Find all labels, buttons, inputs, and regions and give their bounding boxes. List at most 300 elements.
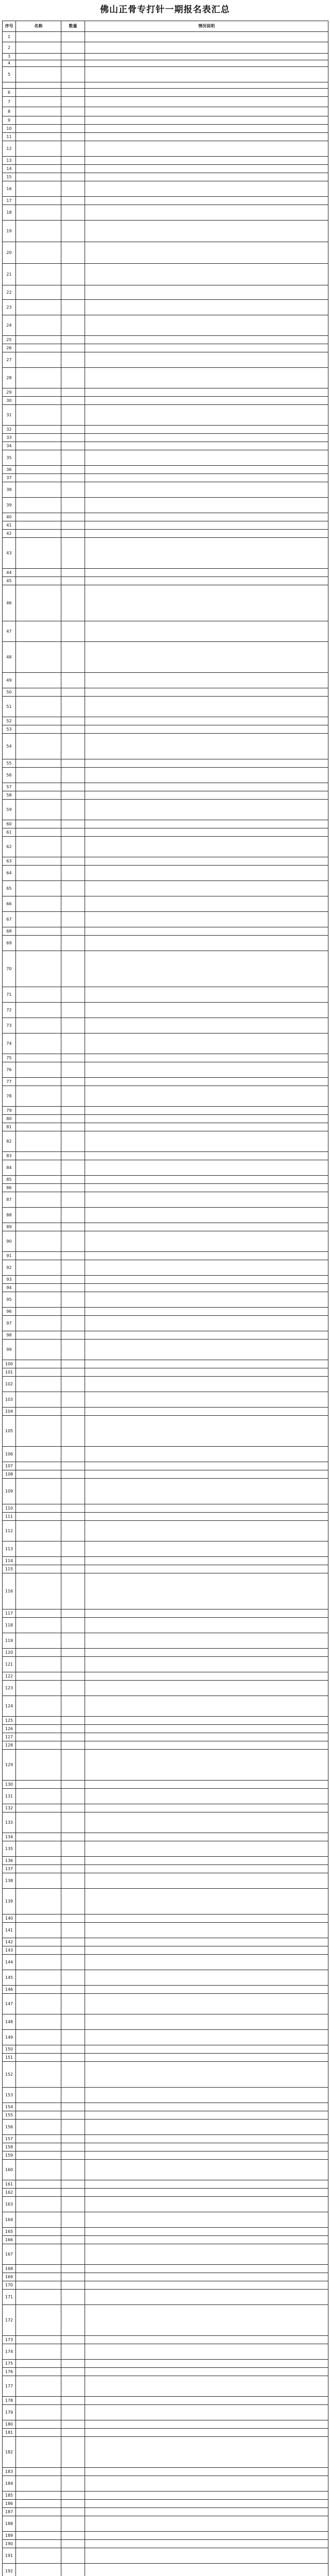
row-description (85, 1789, 328, 1804)
table-row (3, 1565, 328, 1573)
row-description (85, 1184, 328, 1192)
row-name (16, 1078, 61, 1086)
row-index: 168 (3, 2265, 16, 2273)
row-name (16, 1184, 61, 1192)
row-description (85, 1284, 328, 1292)
table-row (3, 1018, 328, 1033)
row-count (61, 1054, 85, 1062)
row-description (85, 1416, 328, 1447)
table-row (3, 783, 328, 791)
row-description (85, 2180, 328, 2189)
row-description (85, 1725, 328, 1733)
row-count (61, 1649, 85, 1657)
row-name (16, 434, 61, 442)
table-row (3, 1781, 328, 1789)
row-count (61, 577, 85, 585)
row-index: 37 (3, 474, 16, 482)
row-name (16, 368, 61, 388)
row-count (61, 2564, 85, 2576)
row-index: 122 (3, 1672, 16, 1681)
row-count (61, 2244, 85, 2265)
row-name (16, 569, 61, 577)
row-name (16, 1447, 61, 1462)
row-index: 167 (3, 2244, 16, 2265)
row-count (61, 927, 85, 936)
row-name (16, 1504, 61, 1513)
row-index: 49 (3, 673, 16, 688)
table-row (3, 133, 328, 141)
row-name (16, 107, 61, 116)
row-count (61, 2135, 85, 2143)
row-name (16, 2492, 61, 2500)
row-index: 16 (3, 181, 16, 197)
row-index: 186 (3, 2500, 16, 2508)
row-name (16, 927, 61, 936)
row-name (16, 264, 61, 285)
table-row (3, 1938, 328, 1946)
table-row (3, 1284, 328, 1292)
row-count (61, 1541, 85, 1557)
row-description (85, 242, 328, 264)
row-index: 1 (3, 32, 16, 42)
table-row (3, 1260, 328, 1276)
row-description (85, 2468, 328, 2476)
row-name (16, 1115, 61, 1123)
row-description (85, 577, 328, 585)
row-index: 22 (3, 285, 16, 300)
row-name (16, 2160, 61, 2180)
row-name (16, 1873, 61, 1889)
row-name (16, 67, 61, 82)
row-name (16, 1938, 61, 1946)
table-row (3, 1573, 328, 1609)
row-count (61, 89, 85, 97)
row-count (61, 97, 85, 107)
row-name (16, 642, 61, 673)
row-name (16, 791, 61, 800)
row-index: 115 (3, 1565, 16, 1573)
row-description (85, 896, 328, 912)
row-name (16, 344, 61, 352)
row-description (85, 1841, 328, 1857)
row-name (16, 405, 61, 426)
row-description (85, 1946, 328, 1955)
row-name (16, 205, 61, 221)
row-count (61, 1970, 85, 1986)
table-row (3, 1231, 328, 1252)
row-name (16, 498, 61, 513)
row-description (85, 1914, 328, 1923)
row-name (16, 1331, 61, 1340)
row-description (85, 141, 328, 157)
row-description (85, 336, 328, 344)
table-row (3, 2564, 328, 2576)
row-name (16, 759, 61, 768)
row-name (16, 820, 61, 828)
row-count (61, 1107, 85, 1115)
row-name (16, 1252, 61, 1260)
row-name (16, 1107, 61, 1115)
table-row (3, 936, 328, 951)
row-count (61, 1865, 85, 1873)
row-index: 41 (3, 521, 16, 530)
row-index: 119 (3, 1633, 16, 1649)
table-row (3, 1914, 328, 1923)
row-description (85, 1513, 328, 1521)
table-row (3, 221, 328, 242)
row-index: 138 (3, 1873, 16, 1889)
row-count (61, 1340, 85, 1360)
row-description (85, 2030, 328, 2045)
row-description (85, 1994, 328, 2014)
row-name (16, 768, 61, 783)
row-count (61, 125, 85, 133)
row-index: 139 (3, 1889, 16, 1914)
row-name (16, 2189, 61, 2197)
row-name (16, 2429, 61, 2437)
row-name (16, 2468, 61, 2476)
table-row (3, 2360, 328, 2368)
row-name (16, 951, 61, 987)
table-row (3, 107, 328, 116)
table-row (3, 800, 328, 820)
row-description (85, 2062, 328, 2088)
row-description (85, 783, 328, 791)
row-name (16, 300, 61, 315)
row-description (85, 530, 328, 538)
row-count (61, 1377, 85, 1392)
table-row (3, 2014, 328, 2030)
row-count (61, 336, 85, 344)
row-index: 52 (3, 717, 16, 725)
row-count (61, 2030, 85, 2045)
row-count (61, 896, 85, 912)
row-description (85, 1078, 328, 1086)
row-index: 134 (3, 1833, 16, 1841)
row-index: 4 (3, 60, 16, 67)
row-description (85, 1018, 328, 1033)
row-count (61, 405, 85, 426)
row-name (16, 1208, 61, 1223)
row-index: 57 (3, 783, 16, 791)
row-name (16, 2062, 61, 2088)
row-name (16, 1865, 61, 1873)
row-name (16, 1192, 61, 1208)
row-count (61, 1633, 85, 1649)
row-description (85, 2088, 328, 2103)
row-name (16, 2228, 61, 2236)
row-count (61, 2376, 85, 2397)
table-row (3, 2120, 328, 2135)
row-description (85, 1107, 328, 1115)
row-description (85, 1160, 328, 1176)
row-name (16, 1717, 61, 1725)
table-row (3, 1504, 328, 1513)
row-count (61, 2437, 85, 2468)
table-row (3, 67, 328, 82)
row-description (85, 1889, 328, 1914)
row-index: 27 (3, 352, 16, 368)
row-count (61, 642, 85, 673)
row-count (61, 569, 85, 577)
row-description (85, 1176, 328, 1184)
row-description (85, 89, 328, 97)
row-description (85, 2236, 328, 2244)
row-description (85, 1260, 328, 1276)
row-index: 171 (3, 2290, 16, 2305)
table-row (3, 1160, 328, 1176)
row-index: 183 (3, 2468, 16, 2476)
row-count (61, 474, 85, 482)
row-name (16, 1479, 61, 1504)
table-row (3, 688, 328, 697)
row-name (16, 2014, 61, 2030)
row-description (85, 221, 328, 242)
row-name (16, 1408, 61, 1416)
row-name (16, 42, 61, 54)
table-row (3, 2532, 328, 2540)
row-index: 86 (3, 1184, 16, 1192)
row-count (61, 1789, 85, 1804)
row-name (16, 1565, 61, 1573)
table-row (3, 181, 328, 197)
row-count (61, 1360, 85, 1368)
row-count (61, 1192, 85, 1208)
row-index: 30 (3, 397, 16, 405)
row-name (16, 2111, 61, 2120)
row-index: 29 (3, 388, 16, 397)
row-index: 93 (3, 1276, 16, 1284)
header-description: 情况说明 (85, 21, 328, 32)
row-count (61, 264, 85, 285)
row-count (61, 1946, 85, 1955)
row-description (85, 67, 328, 82)
row-description (85, 2151, 328, 2160)
row-description (85, 1750, 328, 1781)
row-description (85, 1609, 328, 1618)
row-name (16, 1470, 61, 1479)
row-description (85, 474, 328, 482)
row-description (85, 768, 328, 783)
row-count (61, 2336, 85, 2344)
row-description (85, 881, 328, 896)
table-row (3, 2540, 328, 2548)
table-row (3, 2189, 328, 2197)
row-name (16, 1231, 61, 1252)
table-row (3, 2054, 328, 2062)
row-description (85, 585, 328, 621)
table-row (3, 2197, 328, 2212)
row-count (61, 725, 85, 734)
row-description (85, 1804, 328, 1812)
row-index: 31 (3, 405, 16, 426)
row-description (85, 2508, 328, 2516)
table-row (3, 987, 328, 1003)
table-row (3, 1672, 328, 1681)
table-row (3, 820, 328, 828)
row-count (61, 2151, 85, 2160)
table-row (3, 569, 328, 577)
row-count (61, 1504, 85, 1513)
table-row (3, 2492, 328, 2500)
row-index: 26 (3, 344, 16, 352)
table-row (3, 951, 328, 987)
row-index: 20 (3, 242, 16, 264)
row-index: 97 (3, 1316, 16, 1331)
row-count (61, 1889, 85, 1914)
row-name (16, 2045, 61, 2054)
row-description (85, 688, 328, 697)
row-count (61, 1152, 85, 1160)
row-index: 155 (3, 2111, 16, 2120)
row-index: 75 (3, 1054, 16, 1062)
row-description (85, 513, 328, 521)
row-description (85, 2120, 328, 2135)
table-row (3, 585, 328, 621)
row-count (61, 116, 85, 125)
table-row (3, 405, 328, 426)
row-index: 60 (3, 820, 16, 828)
row-index: 110 (3, 1504, 16, 1513)
row-index: 128 (3, 1741, 16, 1750)
row-name (16, 1750, 61, 1781)
row-description (85, 300, 328, 315)
row-description (85, 673, 328, 688)
row-description (85, 857, 328, 866)
row-index: 36 (3, 466, 16, 474)
row-description (85, 1873, 328, 1889)
row-count (61, 783, 85, 791)
row-name (16, 1986, 61, 1994)
table-row (3, 621, 328, 642)
table-row (3, 2500, 328, 2508)
row-name (16, 2516, 61, 2532)
row-count (61, 538, 85, 569)
table-row (3, 1804, 328, 1812)
row-name (16, 2420, 61, 2429)
row-description (85, 521, 328, 530)
row-name (16, 2151, 61, 2160)
row-index: 136 (3, 1857, 16, 1865)
row-description (85, 987, 328, 1003)
row-index: 182 (3, 2437, 16, 2468)
row-count (61, 521, 85, 530)
row-index: 23 (3, 300, 16, 315)
row-count (61, 173, 85, 181)
row-count (61, 697, 85, 717)
row-count (61, 60, 85, 67)
row-index: 172 (3, 2305, 16, 2336)
row-name (16, 1368, 61, 1377)
row-name (16, 1725, 61, 1733)
row-count (61, 165, 85, 173)
row-index: 187 (3, 2508, 16, 2516)
row-name (16, 2103, 61, 2111)
table-row (3, 1833, 328, 1841)
row-name (16, 1741, 61, 1750)
row-index: 88 (3, 1208, 16, 1223)
row-count (61, 936, 85, 951)
row-name (16, 530, 61, 538)
row-index: 85 (3, 1176, 16, 1184)
table-row (3, 450, 328, 466)
table-row (3, 315, 328, 336)
table-row (3, 2290, 328, 2305)
row-description (85, 1123, 328, 1131)
row-count (61, 2273, 85, 2281)
row-index: 101 (3, 1368, 16, 1377)
row-count (61, 54, 85, 60)
table-row (3, 474, 328, 482)
row-index: 106 (3, 1447, 16, 1462)
row-name (16, 1033, 61, 1054)
row-name (16, 1789, 61, 1804)
row-name (16, 1573, 61, 1609)
table-row (3, 791, 328, 800)
row-index: 24 (3, 315, 16, 336)
row-description (85, 2500, 328, 2508)
table-row (3, 912, 328, 927)
table-row (3, 2135, 328, 2143)
row-count (61, 987, 85, 1003)
table-row (3, 1392, 328, 1408)
table-row (3, 1681, 328, 1696)
row-index: 104 (3, 1408, 16, 1416)
row-name (16, 54, 61, 60)
row-count (61, 397, 85, 405)
row-name (16, 2135, 61, 2143)
row-count (61, 2062, 85, 2088)
row-description (85, 828, 328, 837)
row-index: 144 (3, 1955, 16, 1970)
row-description (85, 205, 328, 221)
table-row (3, 1841, 328, 1857)
row-name (16, 1276, 61, 1284)
row-name (16, 2281, 61, 2290)
row-count (61, 1131, 85, 1152)
row-count (61, 1260, 85, 1276)
row-count (61, 1115, 85, 1123)
table-row (3, 1184, 328, 1192)
table-row (3, 2368, 328, 2376)
row-index: 73 (3, 1018, 16, 1033)
row-index: 166 (3, 2236, 16, 2244)
table-row (3, 2273, 328, 2281)
row-description (85, 2492, 328, 2500)
row-description (85, 2281, 328, 2290)
row-index: 103 (3, 1392, 16, 1408)
row-name (16, 1841, 61, 1857)
row-name (16, 1696, 61, 1717)
table-row (3, 837, 328, 857)
row-count (61, 2189, 85, 2197)
row-name (16, 2180, 61, 2189)
table-row (3, 2429, 328, 2437)
table-row (3, 1633, 328, 1649)
row-index: 77 (3, 1078, 16, 1086)
row-index: 131 (3, 1789, 16, 1804)
table-row (3, 1107, 328, 1115)
row-name (16, 2030, 61, 2045)
row-index: 121 (3, 1657, 16, 1672)
table-row (3, 97, 328, 107)
row-name (16, 1804, 61, 1812)
row-index: 160 (3, 2160, 16, 2180)
row-name (16, 1360, 61, 1368)
row-count (61, 197, 85, 205)
row-index: 129 (3, 1750, 16, 1781)
row-description (85, 1955, 328, 1970)
